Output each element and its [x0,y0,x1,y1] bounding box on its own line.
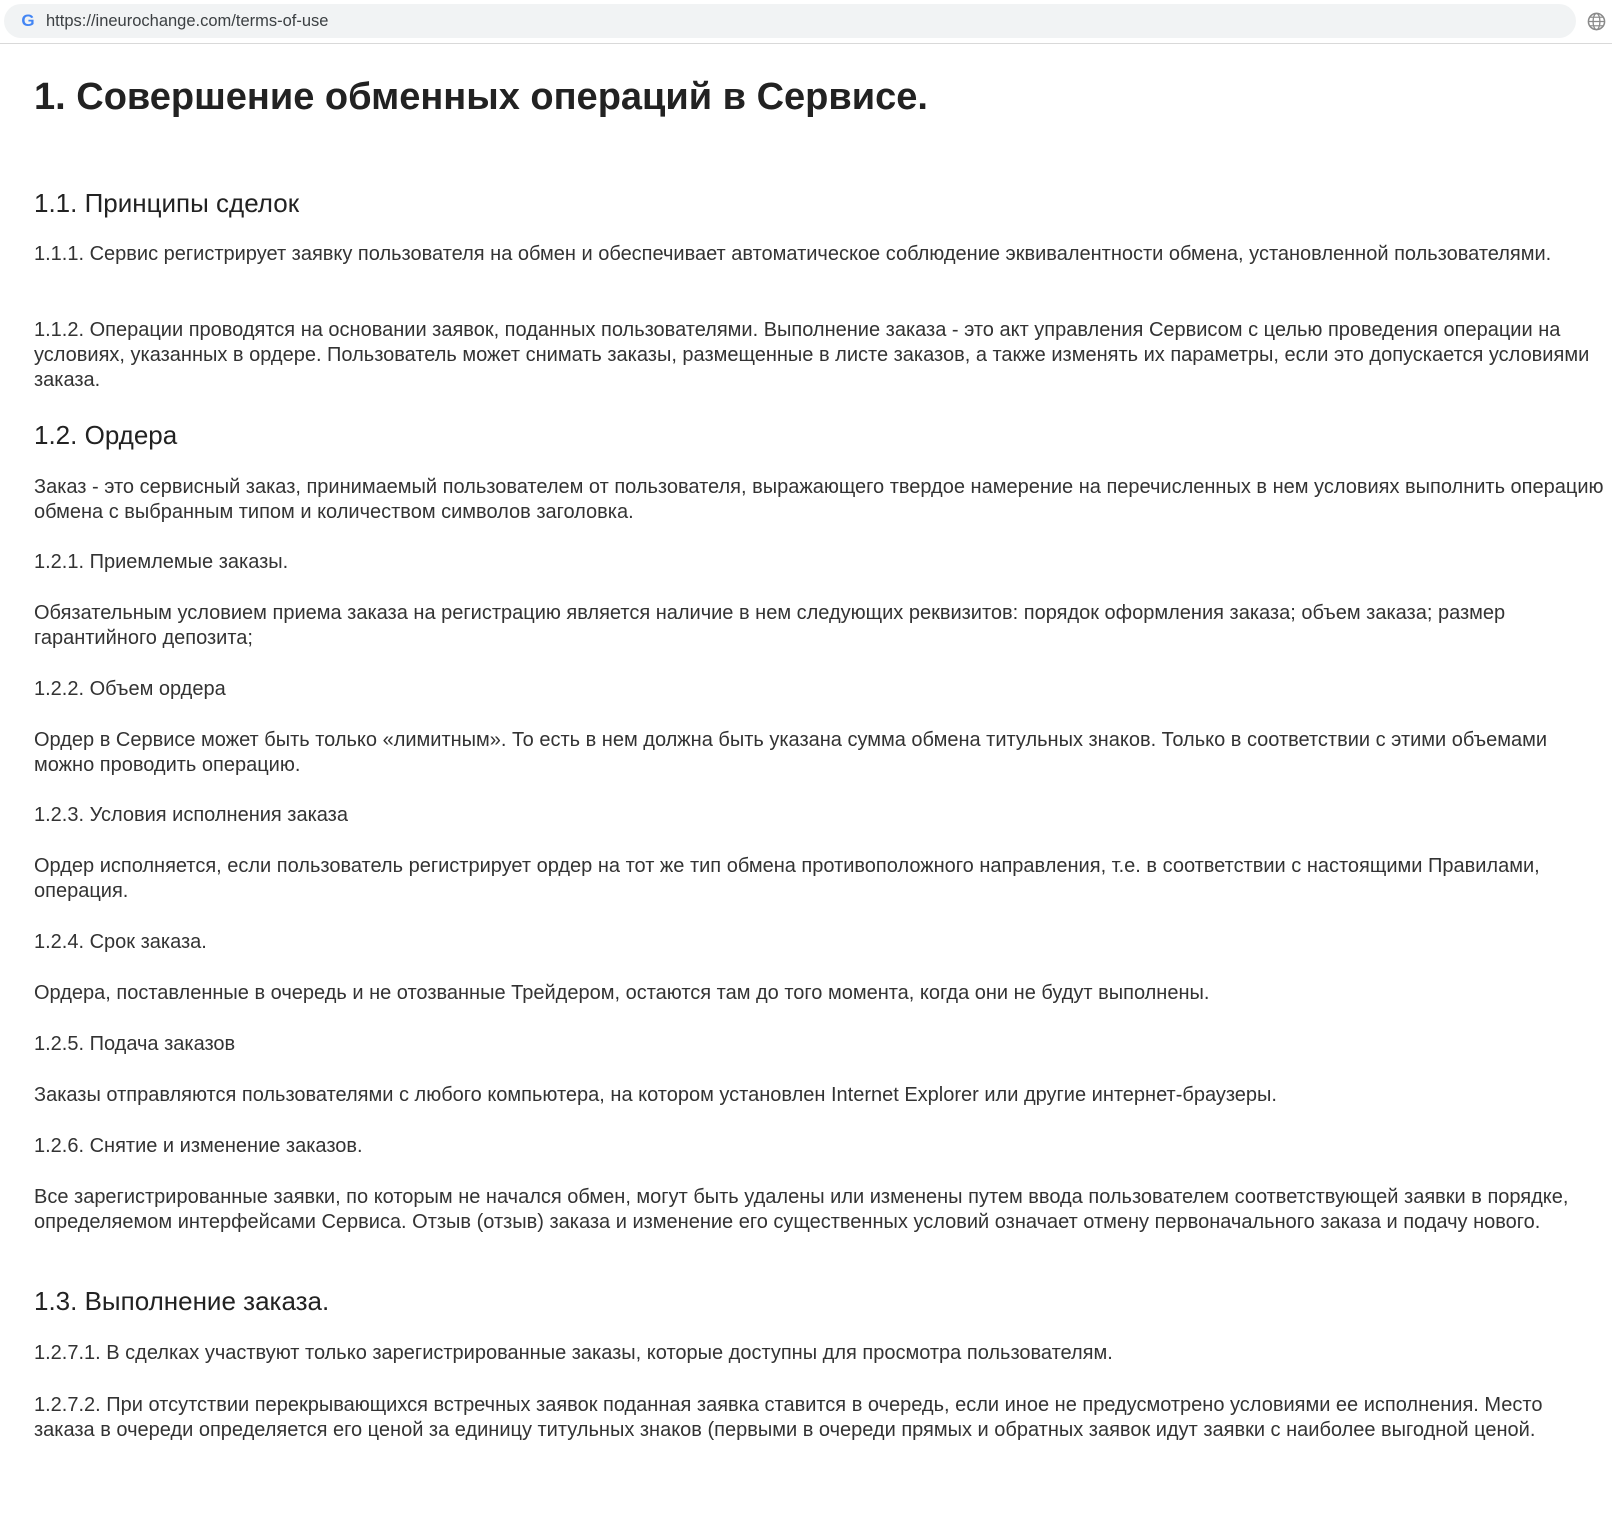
paragraph-1-2-3: Ордер исполняется, если пользователь регистрирует ордер на тот же тип обмена противоположного направления, т.е. в соответствии с настоящими Правилами, операция. [34,855,1540,902]
paragraph-1-2-6: Все зарегистрированные заявки, по которым не начался обмен, могут быть удалены или изменены путем ввода пользователем соответствующей заявки в порядке, определяемом интерфейсами Сервиса. Отзыв (отзыв) заказа и изменение его существенных условий означает отмену первоначального заказа и подачу нового. [34,1186,1569,1233]
paragraph-1-2-4: Ордера, поставленные в очередь и не отозванные Трейдером, остаются там до того момента, когда они не будут выполнены. [34,982,1210,1004]
paragraph-1-1-1: 1.1.1. Сервис регистрирует заявку пользователя на обмен и обеспечивает автоматическое соблюдение эквивалентности обмена, установленной пользователями. [34,243,1552,265]
subsection-title-1-2-2: 1.2.2. Объем ордера [34,678,226,700]
globe-icon[interactable] [1587,12,1606,31]
subsection-title-1-2-1: 1.2.1. Приемлемые заказы. [34,551,289,573]
paragraph-1-2-7-2: 1.2.7.2. При отсутствии перекрывающихся встречных заявок поданная заявка ставится в очередь, если иное не предусмотрено условиями ее исполнения. Место заказа в очереди определяется его ценой за единицу титульных знаков (первыми в очереди прямых и обратных заявок идут заявки с наиболее выгодной ценой. [34,1394,1543,1441]
url-text[interactable]: https://ineurochange.com/terms-of-use [46,12,329,30]
paragraph-1-2-5: Заказы отправляются пользователями с любого компьютера, на котором установлен Internet Explorer или другие интернет-браузеры. [34,1084,1277,1106]
address-bar[interactable] [4,4,1576,38]
page-title: 1. Совершение обменных операций в Сервисе. [34,76,928,118]
paragraph-1-2-7-1: 1.2.7.1. В сделках участвуют только зарегистрированные заказы, которые доступны для просмотра пользователям. [34,1342,1113,1364]
paragraph-1-1-2: 1.1.2. Операции проводятся на основании заявок, поданных пользователями. Выполнение заказа - это акт управления Сервисом с целью проведения операции на условиях, указанных в ордере. Пользователь может снимать заказы, размещенные в листе заказов, а также изменять их параметры, если это допускается условиями заказа. [34,319,1590,391]
section-heading-1-2: 1.2. Ордера [34,420,178,450]
page-content [34,68,1604,1441]
paragraph-1-2-2: Ордер в Сервисе может быть только «лимитным». То есть в нем должна быть указана сумма обмена титульных знаков. Только в соответствии с этими объемами можно проводить операцию. [34,729,1548,776]
toolbar-divider [0,43,1612,44]
subsection-title-1-2-6: 1.2.6. Снятие и изменение заказов. [34,1135,363,1157]
subsection-title-1-2-3: 1.2.3. Условия исполнения заказа [34,804,348,826]
paragraph-1-2-intro: Заказ - это сервисный заказ, принимаемый пользователем от пользователя, выражающего твердое намерение на перечисленных в нем условиях выполнить операцию обмена с выбранным типом и количеством символов заголовка. [34,476,1604,523]
section-heading-1-1: 1.1. Принципы сделок [34,188,300,218]
google-g-icon: G [21,11,35,30]
subsection-title-1-2-4: 1.2.4. Срок заказа. [34,931,207,953]
section-heading-1-3: 1.3. Выполнение заказа. [34,1286,330,1316]
paragraph-1-2-1: Обязательным условием приема заказа на регистрацию является наличие в нем следующих реквизитов: порядок оформления заказа; объем заказа; размер гарантийного депозита; [34,602,1506,649]
subsection-title-1-2-5: 1.2.5. Подача заказов [34,1033,236,1055]
